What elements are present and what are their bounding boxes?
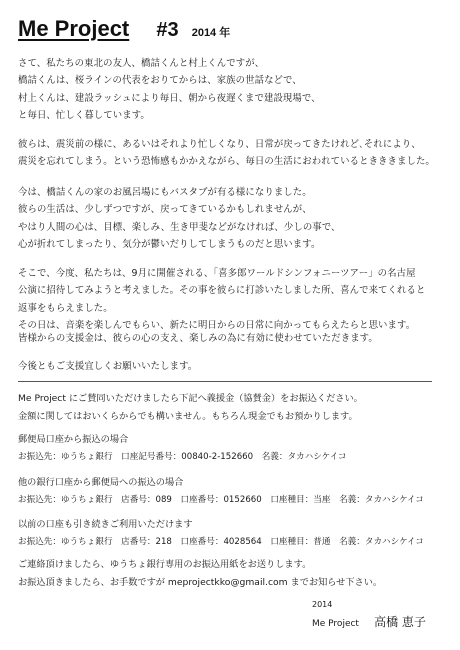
donation-intro [18,390,448,426]
text-line: 橋詰くんは、桜ラインの代表をおりてからは、家族の世話などで、 [18,75,302,87]
signature [312,599,426,630]
paragraph-5 [18,330,448,347]
paragraph-2 [18,136,448,171]
paragraph-4 [18,265,448,335]
account-heading: 以前の口座も引き続きご利用いただけます [18,519,193,530]
account-detail: お振込先：ゆうちょ銀行 店番号：089 口座番号：0152660 口座種目：当座 名義：タカハシケイコ [18,494,424,505]
signature-org: Me Project [312,619,359,629]
text-line: 震災を忘れてしまう。という恐怖感もかかえながら、毎日の生活におわれているときききました。 [18,156,435,168]
postal-account [18,431,448,466]
text-line: その日は、音楽を楽しんでもらい、新たに明日からの日常に向かってもらえたらと思います。 [18,320,416,332]
text-line: お振込頂きましたら、お手数ですが meprojectkko@gmail.com までお知らせ下さい。 [18,576,383,588]
account-heading: 郵便局口座から振込の場合 [18,434,129,445]
text-line: 村上くんは、建設ラッシュにより毎日、朝から夜遅くまで建設現場で、 [18,92,321,104]
section-divider [18,381,432,382]
text-line: Me Project にご賛同いただけましたら下記へ義援金（協賛金）をお振込ください。 [18,393,363,404]
other-bank-account [18,474,448,509]
text-line: 今後ともご支援宜しくお願いいたします。 [18,361,198,372]
account-detail: お振込先：ゆうちょ銀行 店番号：218 口座番号：4028564 口座種目：普通 名義：タカハシケイコ [18,536,424,547]
text-line: 心が折れてしまったり、気分が鬱いだりしてしまうものだと思います。 [18,239,321,251]
project-title: Me Project [18,16,130,41]
issue-year: 2014 年 [191,27,231,39]
text-line: 金額に関してはおいくらからでも構いません。もちろん現金でもお預かりします。 [18,410,358,422]
issue-number: #3 [156,19,179,41]
text-line: 公演に招待してみようと考えました。その事を彼らに打診いたしました所、喜んで来てくれると [18,285,426,297]
page-title [18,16,230,42]
signature-year: 2014 [312,600,333,609]
donation-closing [18,556,448,592]
text-line: やはり人間の心は、目標、楽しみ、生き甲斐などがなければ、少しの事で、 [18,221,341,233]
previous-account [18,516,448,551]
text-line: 彼らは、震災前の様に、あるいはそれより忙しくなり、日常が戻ってきたけれど､それにより、 [18,139,421,150]
account-detail: お振込先：ゆうちょ銀行 口座記号番号：00840-2-152660 名義：タカハシケイコ [18,451,347,462]
signature-name: 高橋 恵子 [374,615,426,629]
account-heading: 他の銀行口座から郵便局への振込の場合 [18,477,184,488]
text-line: 彼らの生活は、少しずつですが、戻ってきているかもしれませんが、 [18,204,312,216]
text-line: さて、私たちの東北の友人、橋詰くんと村上くんですが、 [18,58,265,69]
paragraph-3 [18,184,448,254]
text-line: 皆様からの支援金は、彼らの心の支え、楽しみの為に有効に使わせていただきます。 [18,333,378,344]
text-line: そこで、今度、私たちは、9月に開催される、「喜多郎ワールドシンフォニーツアー」の名古屋 [18,268,416,279]
text-line: 返事をもらえました。 [18,302,113,314]
text-line: と毎日、忙しく暮しています。 [18,110,150,122]
paragraph-1 [18,55,448,125]
text-line: ご連絡頂けましたら、ゆうちょ銀行専用のお振込用紙をお送りします。 [18,559,312,570]
text-line: 今は、橋詰くんの家のお風呂場にもバスタブが有る様になりました。 [18,187,312,198]
paragraph-6 [18,358,448,375]
